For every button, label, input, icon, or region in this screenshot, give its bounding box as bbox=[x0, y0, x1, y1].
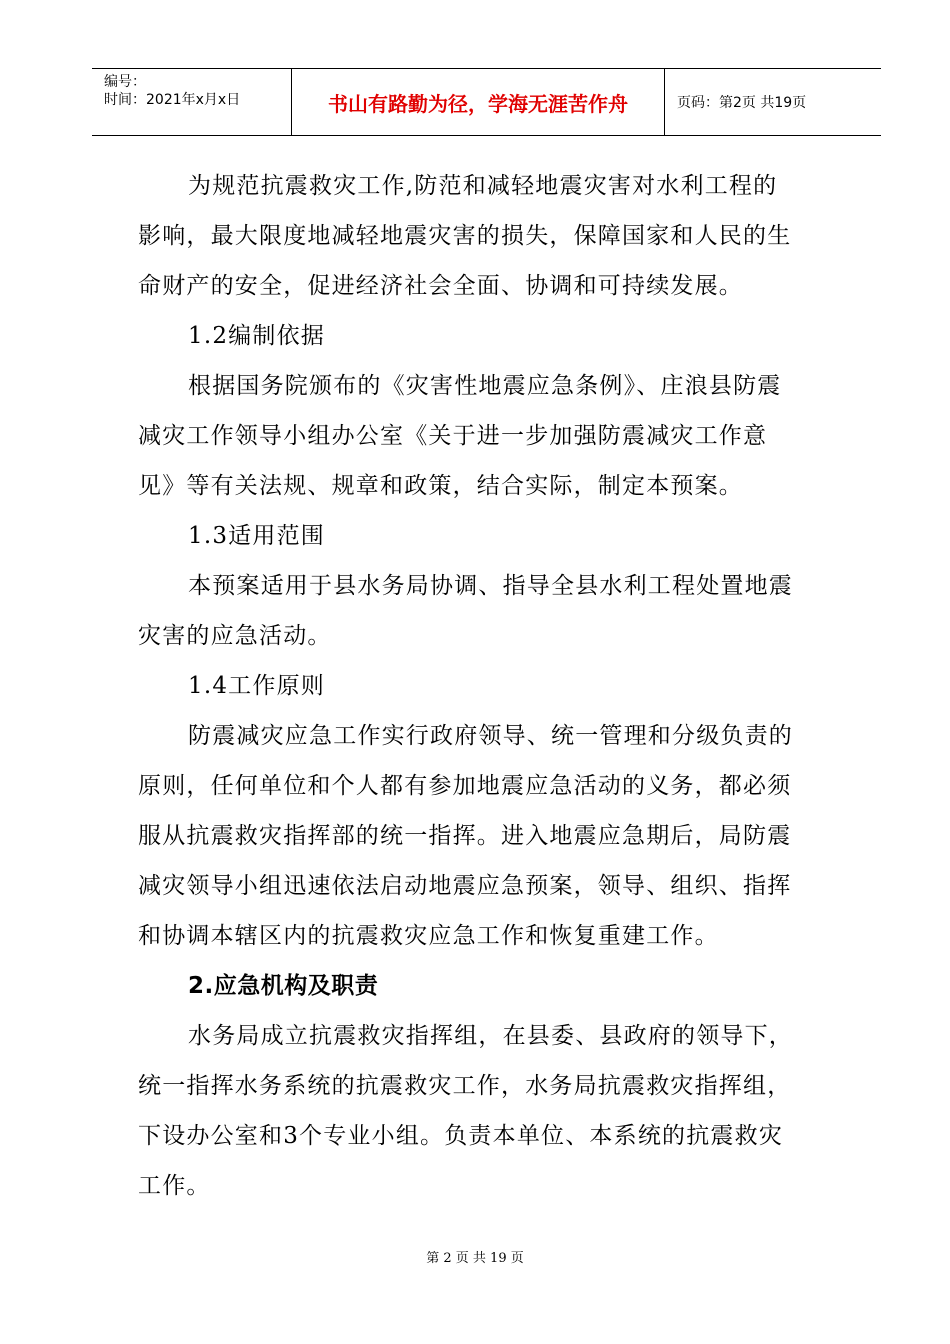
paragraph-line: 根据国务院颁布的《灾害性地震应急条例》、庄浪县防震 bbox=[188, 373, 782, 399]
paragraph-line: 下设办公室和3个专业小组。负责本单位、本系统的抗震救灾 bbox=[138, 1123, 784, 1149]
paragraph-line: 统一指挥水务系统的抗震救灾工作，水务局抗震救灾指挥组， bbox=[138, 1073, 792, 1099]
document-number: 编号： bbox=[104, 74, 146, 90]
paragraph-line: 为规范抗震救灾工作,防范和减轻地震灾害对水利工程的 bbox=[188, 173, 778, 199]
section-heading: 1.3适用范围 bbox=[188, 523, 325, 549]
paragraph-line: 见》等有关法规、规章和政策，结合实际，制定本预案。 bbox=[138, 473, 743, 499]
section-heading: 1.2编制依据 bbox=[188, 323, 325, 349]
page-header bbox=[92, 68, 881, 136]
paragraph-line: 命财产的安全，促进经济社会全面、协调和可持续发展。 bbox=[138, 273, 743, 299]
paragraph-line: 减灾工作领导小组办公室《关于进一步加强防震减灾工作意 bbox=[138, 423, 768, 449]
chapter-heading: 2.应急机构及职责 bbox=[188, 973, 379, 999]
paragraph-line: 减灾领导小组迅速依法启动地震应急预案，领导、组织、指挥 bbox=[138, 873, 792, 899]
document-time: 时间：2021年x月x日 bbox=[104, 92, 241, 108]
header-motto: 书山有路勤为径，学海无涯苦作舟 bbox=[292, 69, 665, 135]
paragraph-line: 原则，任何单位和个人都有参加地震应急活动的义务，都必须 bbox=[138, 773, 792, 799]
paragraph-line: 灾害的应急活动。 bbox=[138, 623, 332, 649]
paragraph-line: 影响，最大限度地减轻地震灾害的损失，保障国家和人民的生 bbox=[138, 223, 792, 249]
paragraph-line: 水务局成立抗震救灾指挥组，在县委、县政府的领导下， bbox=[188, 1023, 793, 1049]
paragraph-line: 防震减灾应急工作实行政府领导、统一管理和分级负责的 bbox=[188, 723, 793, 749]
paragraph-line: 和协调本辖区内的抗震救灾应急工作和恢复重建工作。 bbox=[138, 923, 719, 949]
page-footer: 第 2 页 共 19 页 bbox=[426, 1251, 524, 1266]
header-page-info: 页码：第2页 共19页 bbox=[677, 95, 807, 111]
paragraph-line: 本预案适用于县水务局协调、指导全县水利工程处置地震 bbox=[188, 573, 793, 599]
paragraph-line: 工作。 bbox=[138, 1173, 211, 1199]
section-heading: 1.4工作原则 bbox=[188, 673, 325, 699]
paragraph-line: 服从抗震救灾指挥部的统一指挥。进入地震应急期后，局防震 bbox=[138, 823, 792, 849]
header-meta bbox=[92, 69, 292, 135]
